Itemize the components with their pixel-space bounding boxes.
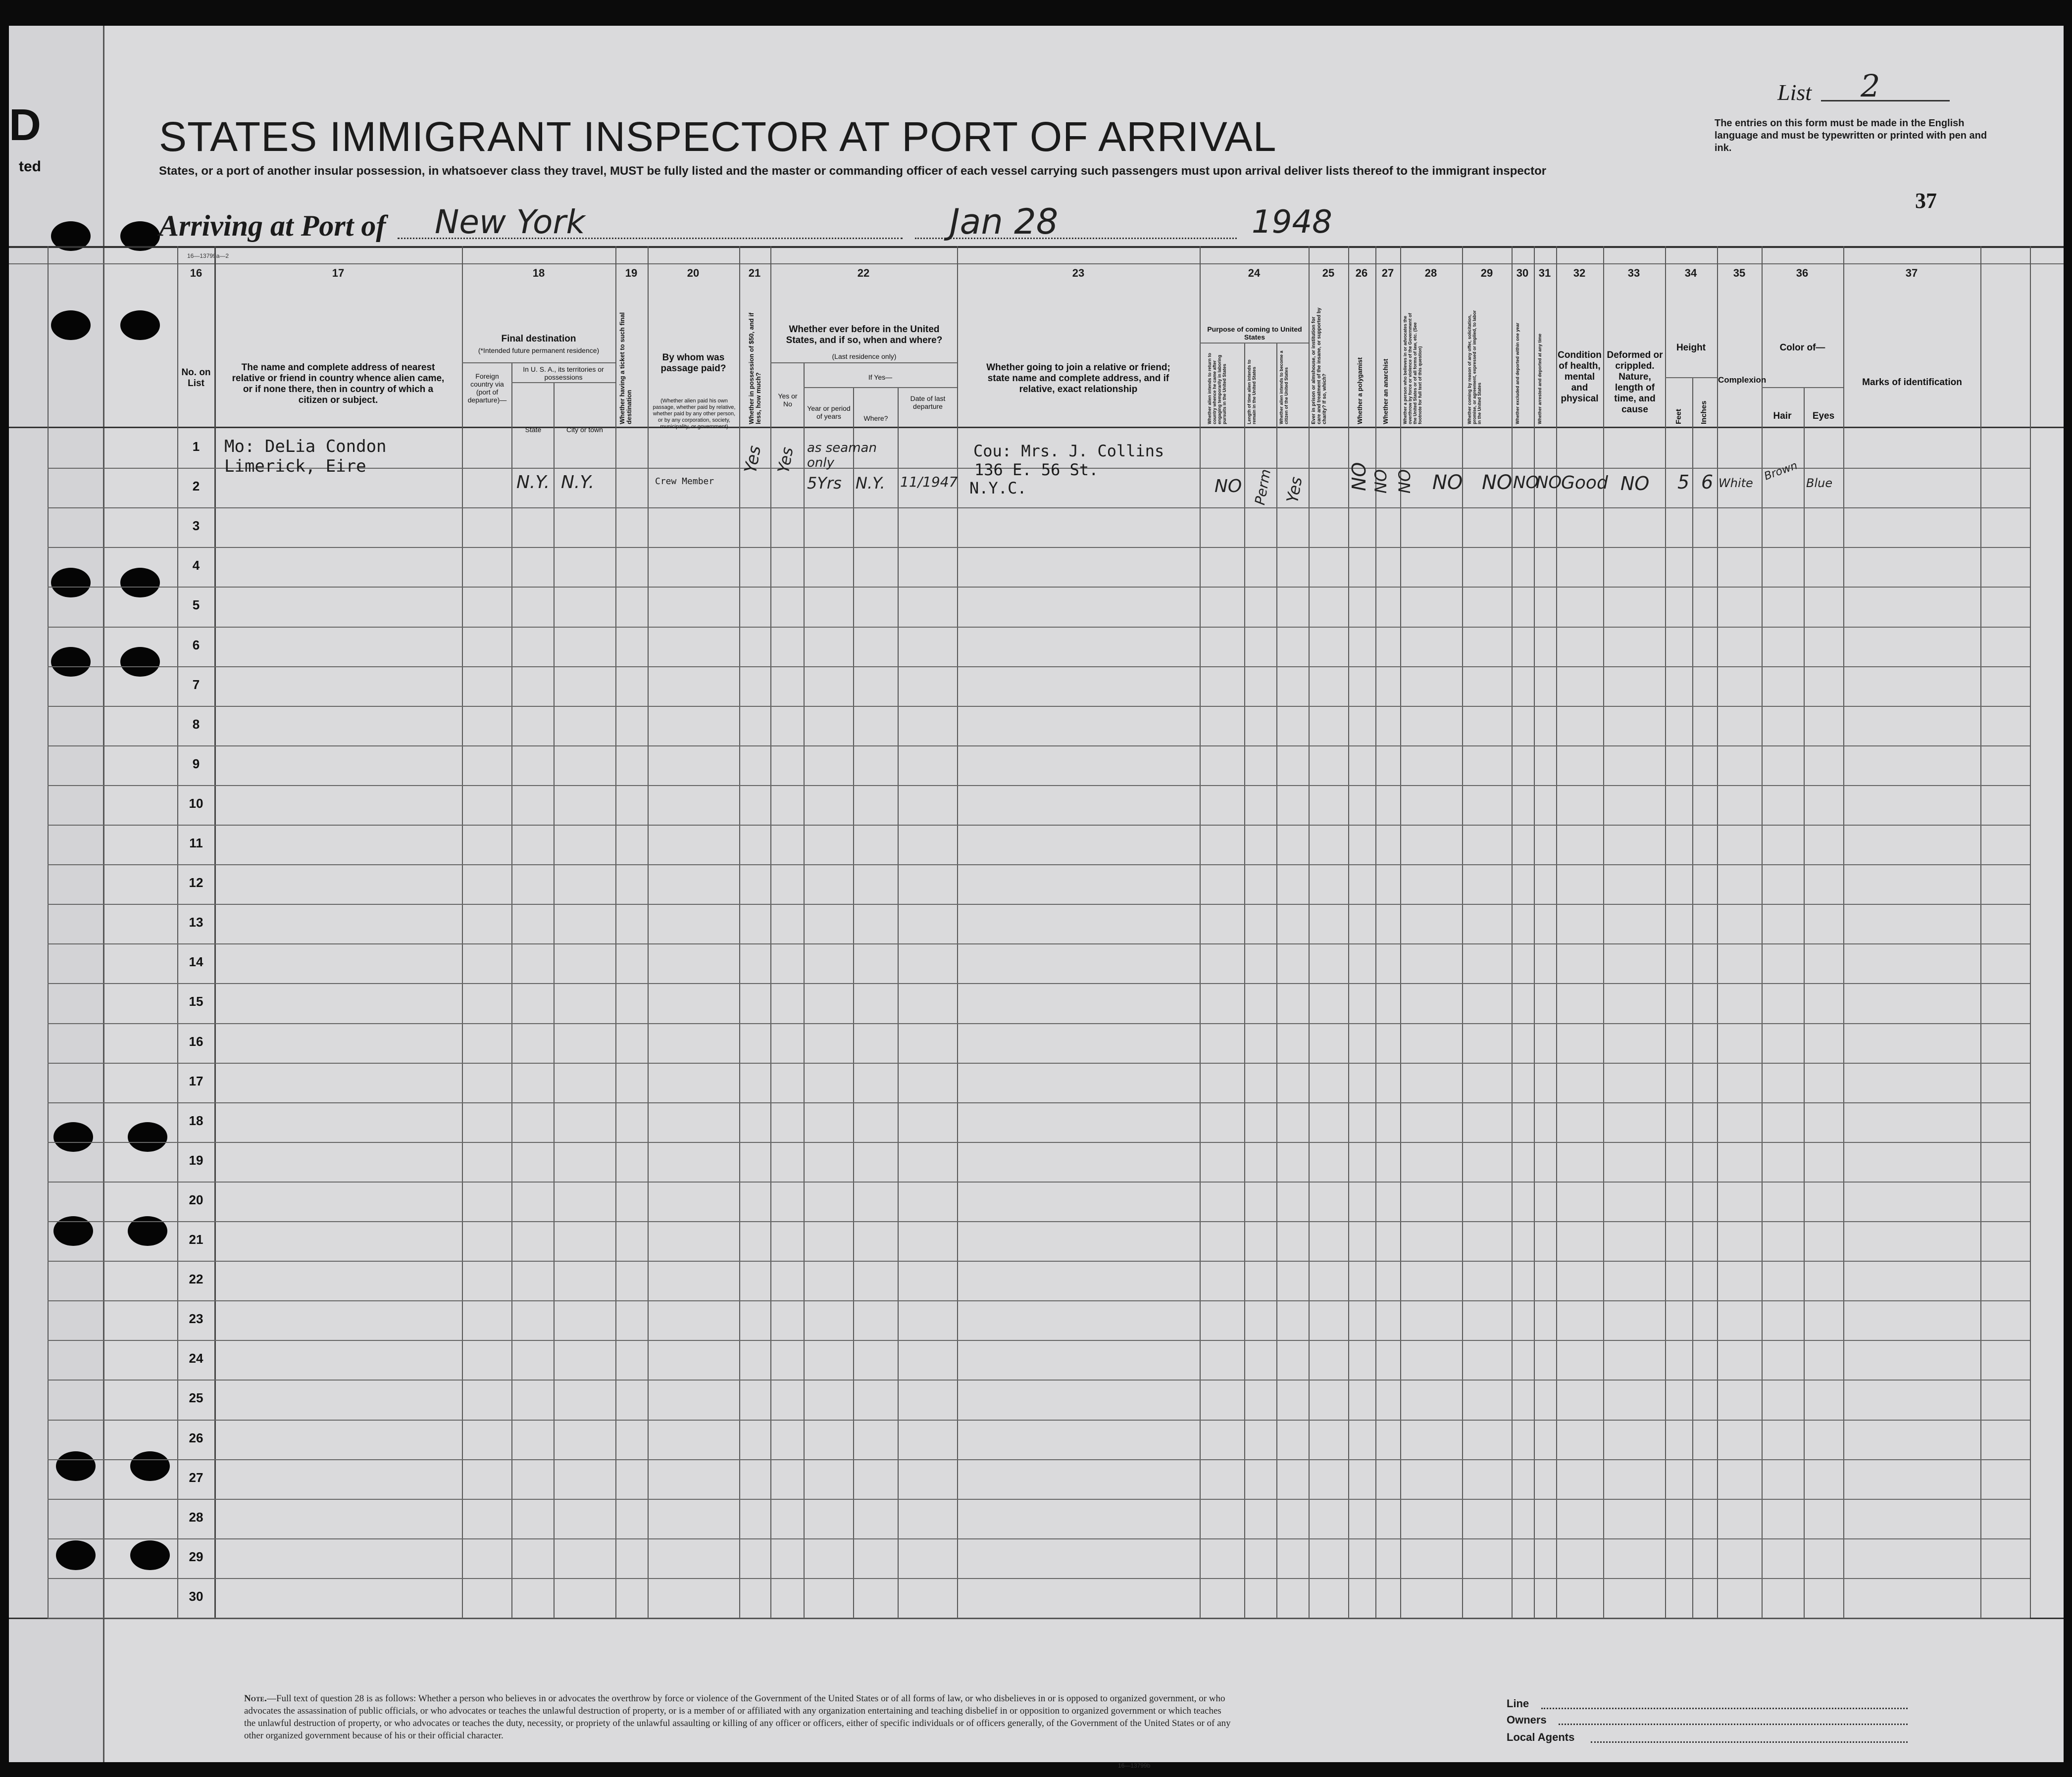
line-field [1541,1708,1908,1709]
column-number: 27 [1381,267,1394,279]
column-divider [177,246,178,1618]
row-number: 28 [189,1510,203,1525]
column-divider [1462,246,1463,1618]
header-marks-identification: Marks of identification [1862,377,1962,388]
column-divider [214,246,216,1618]
column-divider [1534,246,1535,1618]
header-ever-before: Whether ever before in the United States, and if so, when and where? [786,324,943,346]
header-purpose-citizen: Whether alien intends to become a citizen of the United States [1279,350,1289,424]
entry-join-line1: Cou: Mrs. J. Collins [973,442,1164,460]
row-number: 3 [192,518,200,533]
column-divider [1375,246,1376,1618]
row-number: 1 [192,439,200,454]
punch-hole [120,568,160,597]
column-divider [1762,246,1763,1618]
entry-anarchist: NO [1395,469,1414,494]
column-number: 25 [1322,267,1335,279]
header-fifty-dollars: Whether in possession of $50, and if less, how much? [748,312,762,424]
punch-hole [128,1122,167,1152]
punch-hole [51,647,91,677]
entry-feet: 5 [1677,471,1690,493]
row-rule [48,547,2030,548]
punch-hole [56,1540,96,1570]
row-rule [48,1380,2030,1381]
header-overthrow: Whether a person who believes in or advocates the overthrow by force or violence of the Government of the United States or of all forms of law, etc. (See footnote for full text of this question) [1403,313,1422,424]
header-where: Where? [863,414,888,422]
header-passage-note: (Whether alien paid his own passage, whether paid by relative, whether paid by any other person, or by any corporation, society, municipality, or government) [653,398,736,430]
entry-state: N.Y. [516,472,550,493]
column-divider [1665,246,1666,1618]
footnote-label: Note. [244,1693,267,1704]
row-number: 11 [189,836,203,850]
column-number: 32 [1573,267,1586,279]
row-number: 16 [189,1034,203,1049]
column-divider [898,387,899,1618]
row-rule [48,1618,2030,1619]
column-divider [804,362,805,1618]
header-prison: Ever in prison or almshouse, or institution for care and treatment of the insane, or supported by charity? If so, which? [1311,307,1327,424]
column-number: 18 [532,267,545,279]
row-rule [48,1182,2030,1183]
column-number: 31 [1538,267,1551,279]
row-rule [48,1261,2030,1262]
header-if-yes: If Yes— [868,373,893,381]
punch-hole [53,1122,93,1152]
row-rule [48,1578,2030,1579]
punch-hole [128,1216,167,1246]
row-number: 13 [189,915,203,930]
column-number: 34 [1684,267,1697,279]
header-labor-offer: Whether coming by reason of any offer, solicitation, promise, or agreement, expressed or implied, to labor in the United States [1467,310,1482,424]
row-number: 21 [189,1232,203,1247]
question-28-footnote [244,1692,1234,1742]
port-label: Arriving at Port of [159,209,386,242]
header-subdivider [1762,387,1843,388]
row-number: 18 [189,1113,203,1128]
column-number: 35 [1733,267,1746,279]
entry-eyes: Blue [1806,476,1833,490]
header-city: City or town [566,426,603,434]
entry-join-line3: N.Y.C. [969,479,1027,497]
header-join-relative: Whether going to join a relative or friend; state name and complete address, and if relative, exact relationship [986,362,1170,395]
entry-join-line2: 136 E. 56 St. [974,460,1099,479]
entry-relative-line1: Mo: DeLia Condon [224,437,387,456]
row-rule [48,825,2030,826]
header-hair: Hair [1773,411,1792,421]
column-divider [1244,343,1245,1618]
header-in-usa: In U. S. A., its territories or possessions [523,365,604,381]
column-divider [554,382,555,1618]
header-nearest-relative: The name and complete address of nearest relative or friend in country whence alien came, or if none there, then in country of which a citizen or subject. [232,362,445,405]
row-number: 30 [189,1589,203,1604]
column-divider [2030,246,2031,1618]
column-number: 33 [1627,267,1640,279]
header-excluded: Whether excluded and deported within one year [1515,322,1520,424]
footer-form-code: 16—13799b [1118,1762,1151,1769]
row-number: 6 [192,638,200,652]
column-divider [1309,246,1310,1618]
entry-prison: NO [1348,462,1370,491]
table-top-border [9,246,2064,248]
column-divider [1692,377,1693,1618]
header-subdivider [804,387,957,388]
entry-arrested: NO [1536,473,1562,493]
port-value: New York [435,203,585,241]
row-rule [48,666,2030,667]
column-number: 29 [1480,267,1493,279]
row-number: 9 [192,756,200,771]
column-divider [511,362,512,1618]
row-rule [48,1340,2030,1341]
column-number: 30 [1516,267,1529,279]
row-number: 14 [189,954,203,969]
punch-hole [51,568,91,597]
entry-deformed: NO [1620,473,1650,494]
row-number: 5 [192,597,200,612]
header-passage-paid: By whom was passage paid? [660,352,726,374]
column-divider [1556,246,1557,1618]
row-rule [48,1420,2030,1421]
column-divider [615,246,616,1618]
row-rule [48,627,2030,628]
column-divider [1843,246,1844,1618]
header-polygamist: Whether a polygamist [1356,357,1364,424]
column-number: 22 [857,267,870,279]
row-rule [48,1023,2030,1024]
entry-excluded: NO [1513,473,1539,493]
row-rule [48,904,2030,905]
stub-fragment: ted [19,158,41,175]
column-number: 21 [748,267,761,279]
row-number: 8 [192,717,200,732]
entry-before: Yes [774,445,797,475]
header-no-on-list: No. on List [181,367,211,389]
entry-years: 5Yrs [807,474,842,493]
header-last-residence: (Last residence only) [832,352,897,360]
header-subdivider [1665,377,1717,378]
date-value: Jan 28 [950,201,1059,242]
header-date-departure: Date of last departure [910,395,946,410]
owners-label: Owners [1507,1714,1547,1726]
header-year-period: Year or period of years [807,404,851,420]
local-agents-field [1591,1741,1908,1743]
row-number: 23 [189,1311,203,1326]
row-number: 17 [189,1074,203,1088]
local-agents-label: Local Agents [1507,1731,1575,1743]
column-divider [770,246,771,1618]
header-color-of: Color of— [1779,343,1825,353]
column-number-divider [9,263,2064,264]
header-height-feet: Feet [1674,409,1683,424]
column-number: 26 [1355,267,1368,279]
header-subdivider [770,362,957,363]
entry-offer: NO [1482,471,1513,494]
header-state: State [525,426,542,434]
header-anarchist: Whether an anarchist [1382,358,1389,424]
column-number: 23 [1072,267,1085,279]
row-number: 12 [189,875,203,890]
column-divider [1200,246,1201,1618]
entry-overthrow: NO [1432,471,1463,494]
column-number: 20 [687,267,700,279]
list-underline [1821,100,1950,101]
left-stub [9,26,104,1762]
row-number: 20 [189,1192,203,1207]
entry-departure: 11/1947 [900,474,958,490]
header-foreign-country: Foreign country via (port of departure)— [467,372,507,404]
column-divider [1980,246,1981,1618]
column-number: 28 [1424,267,1437,279]
column-number: 17 [332,267,345,279]
row-number: 24 [189,1351,203,1366]
row-number: 4 [192,558,200,573]
header-final-destination: Final destination [501,334,576,344]
row-rule [48,864,2030,865]
punch-hole [53,1216,93,1246]
punch-hole [120,310,160,340]
stub-letter: D [9,100,41,150]
row-rule [48,1221,2030,1222]
punch-hole [56,1451,96,1481]
column-number: 37 [1905,267,1918,279]
header-subdivider [462,362,615,363]
header-purpose-length: Length of time alien intends to remain in the United States [1247,359,1257,424]
row-number: 29 [189,1549,203,1564]
column-divider [1400,246,1401,1618]
entry-return: NO [1214,476,1242,496]
entry-where: N.Y. [856,474,885,493]
row-rule [48,587,2030,588]
form-code: 16—13799a—2 [187,252,229,259]
row-rule [48,983,2030,984]
owners-field [1559,1724,1908,1725]
header-ticket: Whether having a ticket to such final destination [618,312,633,424]
column-divider [48,246,49,1618]
column-number: 16 [190,267,202,279]
row-rule [48,507,2030,508]
punch-hole [120,647,160,677]
row-rule [48,943,2030,944]
column-divider [1512,246,1513,1618]
header-height-inches: Inches [1700,400,1708,424]
row-rule [48,1538,2030,1539]
row-rule [48,1102,2030,1103]
footnote-text: —Full text of question 28 is as follows: Whether a person who believes in or advocates the overthrow by force or violence of the Government of the United States or of all forms of law, or who disbelieves in or is opposed to organized government, or who advocates the assassination of public officials, or who advocates or teaches the unlawful destruction of property, or is a member of or affiliated with any organization entertaining and teaching disbelief in or opposition to organized government or which teaches the unlawful destruction of property, or who advocates or teaches the duty, necessity, or propriety of the unlawful assaulting or killing of any officer or officers, either of specific individuals or of officers generally, of the Government of the United States or of any other organized government because of his or their official character. [244,1693,1231,1741]
row-number: 22 [189,1272,203,1286]
header-yes-no: Yes or No [778,392,798,408]
entry-city: N.Y. [561,472,595,493]
row-number: 27 [189,1470,203,1485]
header-eyes: Eyes [1812,411,1835,421]
punch-hole [51,310,91,340]
row-rule [48,1142,2030,1143]
form-instructions: The entries on this form must be made in the English language and must be typewritten or printed with pen and ink. [1715,118,1987,153]
entry-hair: Brown [1763,459,1799,483]
row-rule [48,706,2030,707]
column-divider [1717,246,1718,1618]
column-divider [462,246,463,1618]
column-number: 19 [625,267,638,279]
manifest-page [9,26,2064,1769]
column-divider [957,246,958,1618]
row-rule [48,1499,2030,1500]
header-height: Height [1676,343,1706,353]
page-subtitle: States, or a port of another insular possession, in whatsoever class they travel, MUST be fully listed and the master or commanding officer of each vessel carrying such passengers must upon arrival deliver lists thereof to the immigrant inspector [159,164,1547,178]
header-complexion: Complexion [1718,375,1767,385]
entry-polygamist: NO [1371,469,1390,494]
column-divider [739,246,740,1618]
row-number: 10 [189,796,203,811]
column-divider [1276,343,1277,1618]
entry-health: Good [1561,473,1608,493]
column-number: 24 [1248,267,1261,279]
row-number: 2 [192,479,200,494]
year-value: 1948 [1252,204,1332,241]
page-title: STATES IMMIGRANT INSPECTOR AT PORT OF ARRIVAL [159,113,1277,160]
header-purpose: Purpose of coming to United States [1207,325,1302,341]
punch-hole [130,1540,170,1570]
column-divider [1804,387,1805,1618]
entry-seaman: as seaman only [807,441,877,470]
header-purpose-return: Whether alien intends to return to country whence he came after engaging temporarily in laboring pursuits in the United States [1207,352,1227,424]
column-number: 36 [1796,267,1809,279]
row-number: 26 [189,1431,203,1445]
list-label: List [1777,80,1812,105]
entry-inches: 6 [1701,471,1714,493]
row-rule [48,785,2030,786]
column-divider [1348,246,1349,1618]
entry-passage: Crew Member [655,476,714,487]
row-number: 19 [189,1153,203,1168]
header-health: Condition of health, mental and physical [1558,350,1602,404]
row-rule [48,1063,2030,1064]
page-number: 37 [1915,189,1937,213]
header-bottom-border [9,427,2064,428]
header-deformed: Deformed or crippled. Nature, length of time, and cause [1607,350,1663,415]
header-subdivider [511,382,615,383]
line-label: Line [1507,1697,1529,1710]
entry-fifty: Yes [741,444,765,475]
header-final-destination-note: (*Intended future permanent residence) [478,346,600,354]
row-rule [48,1300,2030,1301]
entry-citizen: Yes [1283,475,1306,504]
row-number: 15 [189,994,203,1009]
header-subdivider [1200,343,1309,344]
list-number: 2 [1861,68,1880,104]
row-rule [48,745,2030,746]
row-number: 7 [192,677,200,692]
entry-length: Perm [1252,468,1274,506]
row-rule [48,1459,2030,1460]
column-divider [648,246,649,1618]
column-divider [853,387,854,1618]
row-number: 25 [189,1390,203,1405]
entry-complexion: White [1718,476,1753,490]
entry-relative-line2: Limerick, Eire [224,456,366,476]
header-arrested: Whether arrested and deported at any time [1537,333,1542,424]
column-divider [1603,246,1604,1618]
punch-hole [130,1451,170,1481]
